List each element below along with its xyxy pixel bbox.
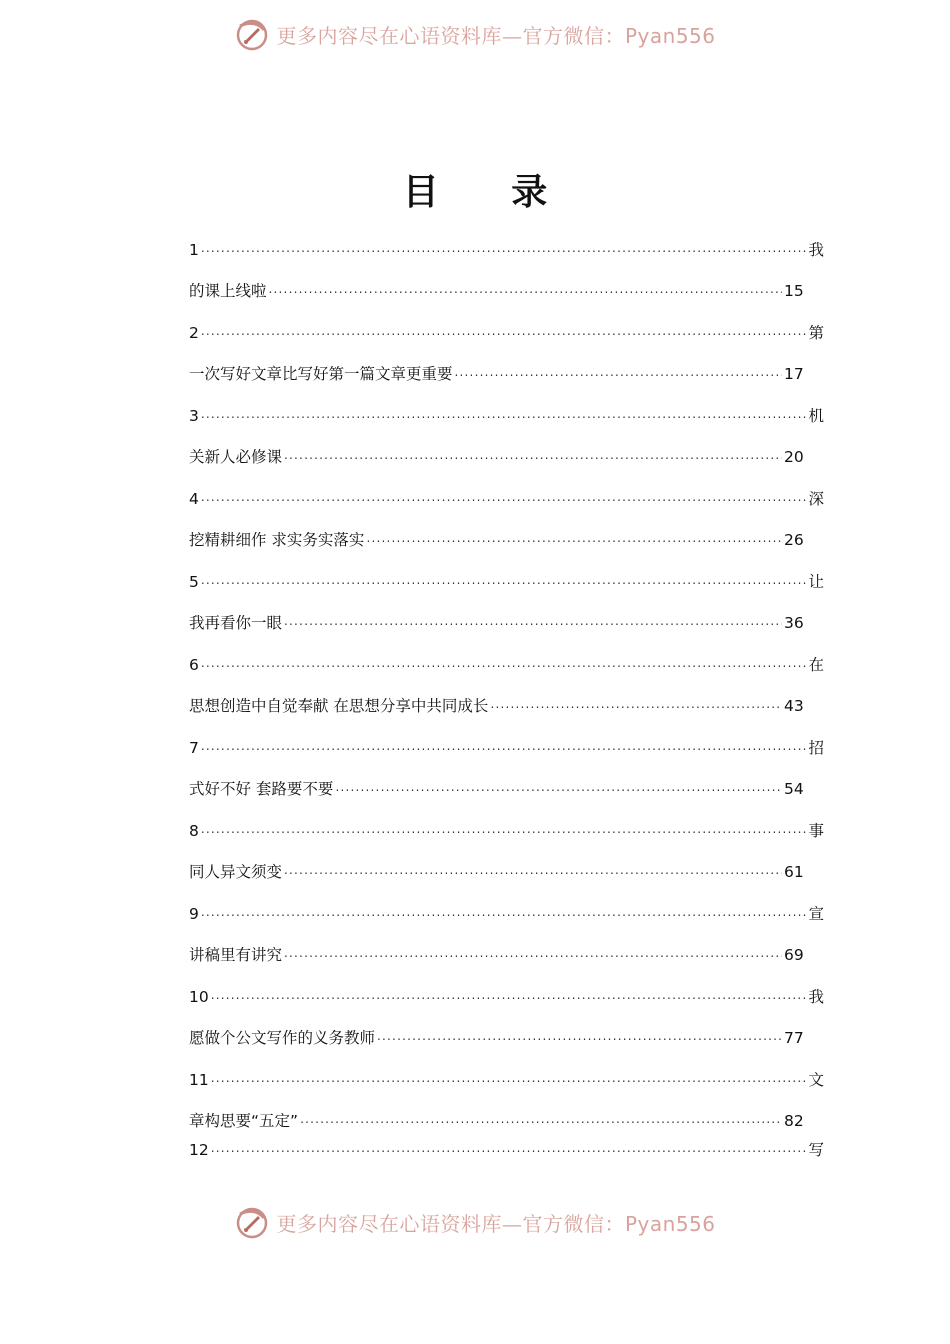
leader-dots [300, 1106, 782, 1126]
leader-dots [366, 525, 782, 545]
watermark-text: 更多内容尽在心语资料库—官方微信：Pyan556 [276, 23, 716, 48]
toc-entry-title[interactable]: 章构思要“五定” ..... 82 [189, 1106, 824, 1126]
toc-entry[interactable]: 2 ..... 第 [189, 318, 824, 338]
toc-entry-title[interactable]: 愿做个公文写作的义务教师 ..... 77 [189, 1023, 824, 1043]
toc-entry-title[interactable]: 讲稿里有讲究 ..... 69 [189, 940, 824, 960]
toc-line-number: 1 ..... 我 [189, 235, 824, 255]
leader-dots [269, 276, 782, 296]
leader-dots [201, 318, 807, 338]
toc-entry[interactable]: 10 ..... 我 [189, 982, 824, 1002]
toc-entry-title[interactable]: 一次写好文章比写好第一篇文章更重要 ..... 17 [189, 359, 824, 379]
toc-entry-title[interactable]: 关新人必修课 ..... 20 [189, 442, 824, 462]
leader-dots [211, 982, 807, 1002]
leader-dots [335, 774, 782, 794]
toc-entry-title[interactable]: 我再看你一眼 ..... 36 [189, 608, 824, 628]
leader-dots [201, 899, 807, 919]
leader-dots [211, 1065, 807, 1085]
page-title: 目 录 [402, 172, 578, 213]
toc-entry[interactable]: 5 ..... 让 [189, 567, 824, 587]
watermark-text: 更多内容尽在心语资料库—官方微信：Pyan556 [276, 1211, 716, 1236]
toc-entry-title[interactable]: 同人异文须变 ..... 61 [189, 857, 824, 877]
toc-entry[interactable]: 3 ..... 机 [189, 401, 824, 421]
toc-entry[interactable]: 11 ..... 文 [189, 1065, 824, 1085]
toc-entry-title[interactable]: 的课上线啦 ..... 15 [189, 276, 824, 296]
toc-entry-title[interactable]: 式好不好 套路要不要 ..... 54 [189, 774, 824, 794]
leader-dots [201, 650, 807, 670]
toc-entry[interactable]: 6 ..... 在 [189, 650, 824, 670]
watermark-footer [0, 1204, 950, 1240]
watermark-header [0, 16, 950, 52]
leader-dots [490, 691, 782, 711]
toc-entry[interactable] [189, 235, 824, 259]
toc-entry[interactable]: 8 ..... 事 [189, 816, 824, 836]
leader-dots [284, 442, 782, 462]
leader-dots [211, 1135, 807, 1155]
leader-dots [201, 484, 807, 504]
leader-dots [284, 857, 782, 877]
leader-dots [455, 359, 782, 379]
brand-logo-icon [234, 1204, 270, 1240]
leader-dots [284, 608, 782, 628]
leader-dots [201, 733, 807, 753]
leader-dots [377, 1023, 782, 1043]
toc-entry-title[interactable]: 挖精耕细作 求实务实落实 ..... 26 [189, 525, 824, 545]
toc-entry-title[interactable]: 思想创造中自觉奉献 在思想分享中共同成长 ..... 43 [189, 691, 824, 711]
toc-entry[interactable]: 4 ..... 深 [189, 484, 824, 504]
leader-dots [201, 816, 807, 836]
leader-dots [284, 940, 782, 960]
leader-dots [201, 567, 807, 587]
brand-logo-icon [234, 16, 270, 52]
leader-dots [201, 401, 807, 421]
toc-entry[interactable]: 7 ..... 招 [189, 733, 824, 753]
leader-dots [201, 235, 807, 255]
toc-entry[interactable]: 12 ..... 写 [189, 1135, 824, 1155]
toc-entry[interactable]: 9 ..... 宣 [189, 899, 824, 919]
